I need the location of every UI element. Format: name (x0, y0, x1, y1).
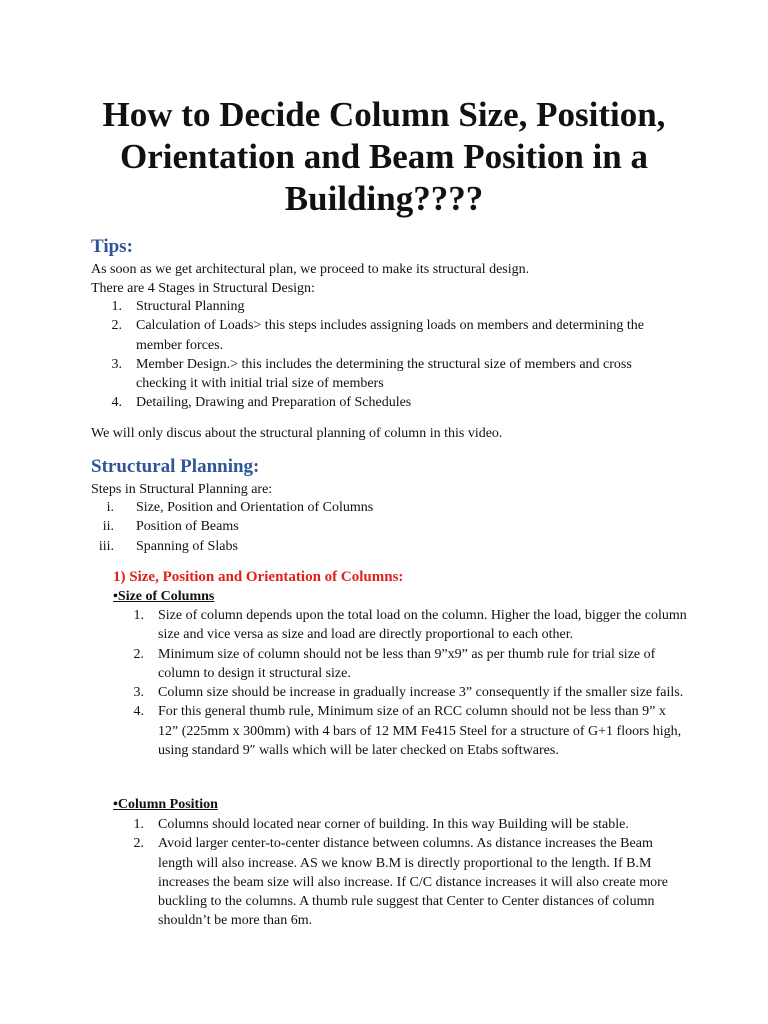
list-text: For this general thumb rule, Minimum size of an RCC column should not be less than 9” x 12” (225mm x 300mm) with 4 bars of 12 MM Fe415 Steel for a structure of G+1 floors high, using standard 9″ walls which will be later checked on Etabs softwares. (158, 704, 682, 759)
list-text: Avoid larger center-to-center distance between columns. As distance increases the Beam length will also increase. AS we know B.M is directly proportional to the length. If B.M increases the beam size will also increase. If C/C distance increases it will also create more buckling to the columns. A thumb rule suggest that Center to Center distances of column shouldn’t be more than 6m. (158, 836, 669, 929)
list-text: Columns should located near corner of building. In this way Building will be stable. (158, 817, 629, 832)
list-number: ii. (102, 519, 114, 535)
list-number: iii. (98, 538, 114, 554)
list-item (133, 834, 678, 930)
list-item (111, 297, 676, 316)
list-item (102, 517, 636, 536)
list-text: Member Design.> this includes the determining the structural size of members and cross checking it with initial trial size of members (136, 356, 632, 392)
tips-line-2: There are 4 Stages in Structural Design: (91, 281, 315, 296)
section-1-heading: 1) Size, Position and Orientation of Columns: (113, 569, 404, 585)
list-number: 4. (133, 704, 144, 720)
structural-planning-heading: Structural Planning: (91, 456, 260, 477)
list-item (133, 815, 678, 834)
size-of-columns-list (133, 606, 688, 760)
column-position-heading: •Column Position (113, 797, 218, 812)
list-item (111, 316, 676, 355)
tips-heading: Tips: (91, 236, 133, 257)
list-number: 1. (133, 608, 144, 623)
size-of-columns-heading: •Size of Columns (113, 589, 215, 604)
list-text: Detailing, Drawing and Preparation of Schedules (136, 395, 412, 411)
list-number: 3. (111, 356, 122, 372)
list-number: 1. (133, 817, 144, 832)
list-number: 2. (133, 646, 144, 662)
list-number: 2. (111, 318, 122, 334)
list-item (133, 606, 688, 645)
list-text: Spanning of Slabs (136, 538, 238, 554)
list-text: Position of Beams (136, 519, 239, 535)
list-number: 1. (111, 299, 122, 314)
list-item (106, 498, 636, 517)
list-text: Size of column depends upon the total load on the column. Higher the load, bigger the column size and vice versa as size and load are directly proportional to each other. (158, 608, 687, 643)
list-item (111, 355, 676, 394)
list-number: 2. (133, 836, 144, 852)
list-item (133, 702, 688, 760)
planning-steps-list (98, 498, 636, 556)
tips-line-1: As soon as we get architectural plan, we proceed to make its structural design. (91, 262, 530, 277)
page-title: How to Decide Column Size, Position, Orientation and Beam Position in a Building???? (102, 95, 666, 218)
list-text: Structural Planning (136, 299, 245, 314)
design-stages-list (111, 297, 676, 413)
list-text: Size, Position and Orientation of Columns (136, 500, 374, 515)
list-number: i. (106, 500, 114, 515)
list-item (133, 683, 688, 702)
structural-planning-intro: Steps in Structural Planning are: (91, 482, 273, 497)
list-item (133, 645, 688, 684)
list-item (98, 537, 636, 556)
tips-note: We will only discus about the structural planning of column in this video. (91, 426, 503, 441)
list-number: 4. (111, 395, 122, 411)
list-item (111, 393, 676, 412)
list-text: Minimum size of column should not be less than 9”x9” as per thumb rule for trial size of column to design it structural size. (158, 646, 656, 681)
column-position-list (133, 815, 678, 931)
list-number: 3. (133, 685, 144, 701)
list-text: Column size should be increase in gradually increase 3” consequently if the smaller size fails. (158, 685, 684, 701)
list-text: Calculation of Loads> this steps includes assigning loads on members and determining the member forces. (136, 318, 644, 353)
